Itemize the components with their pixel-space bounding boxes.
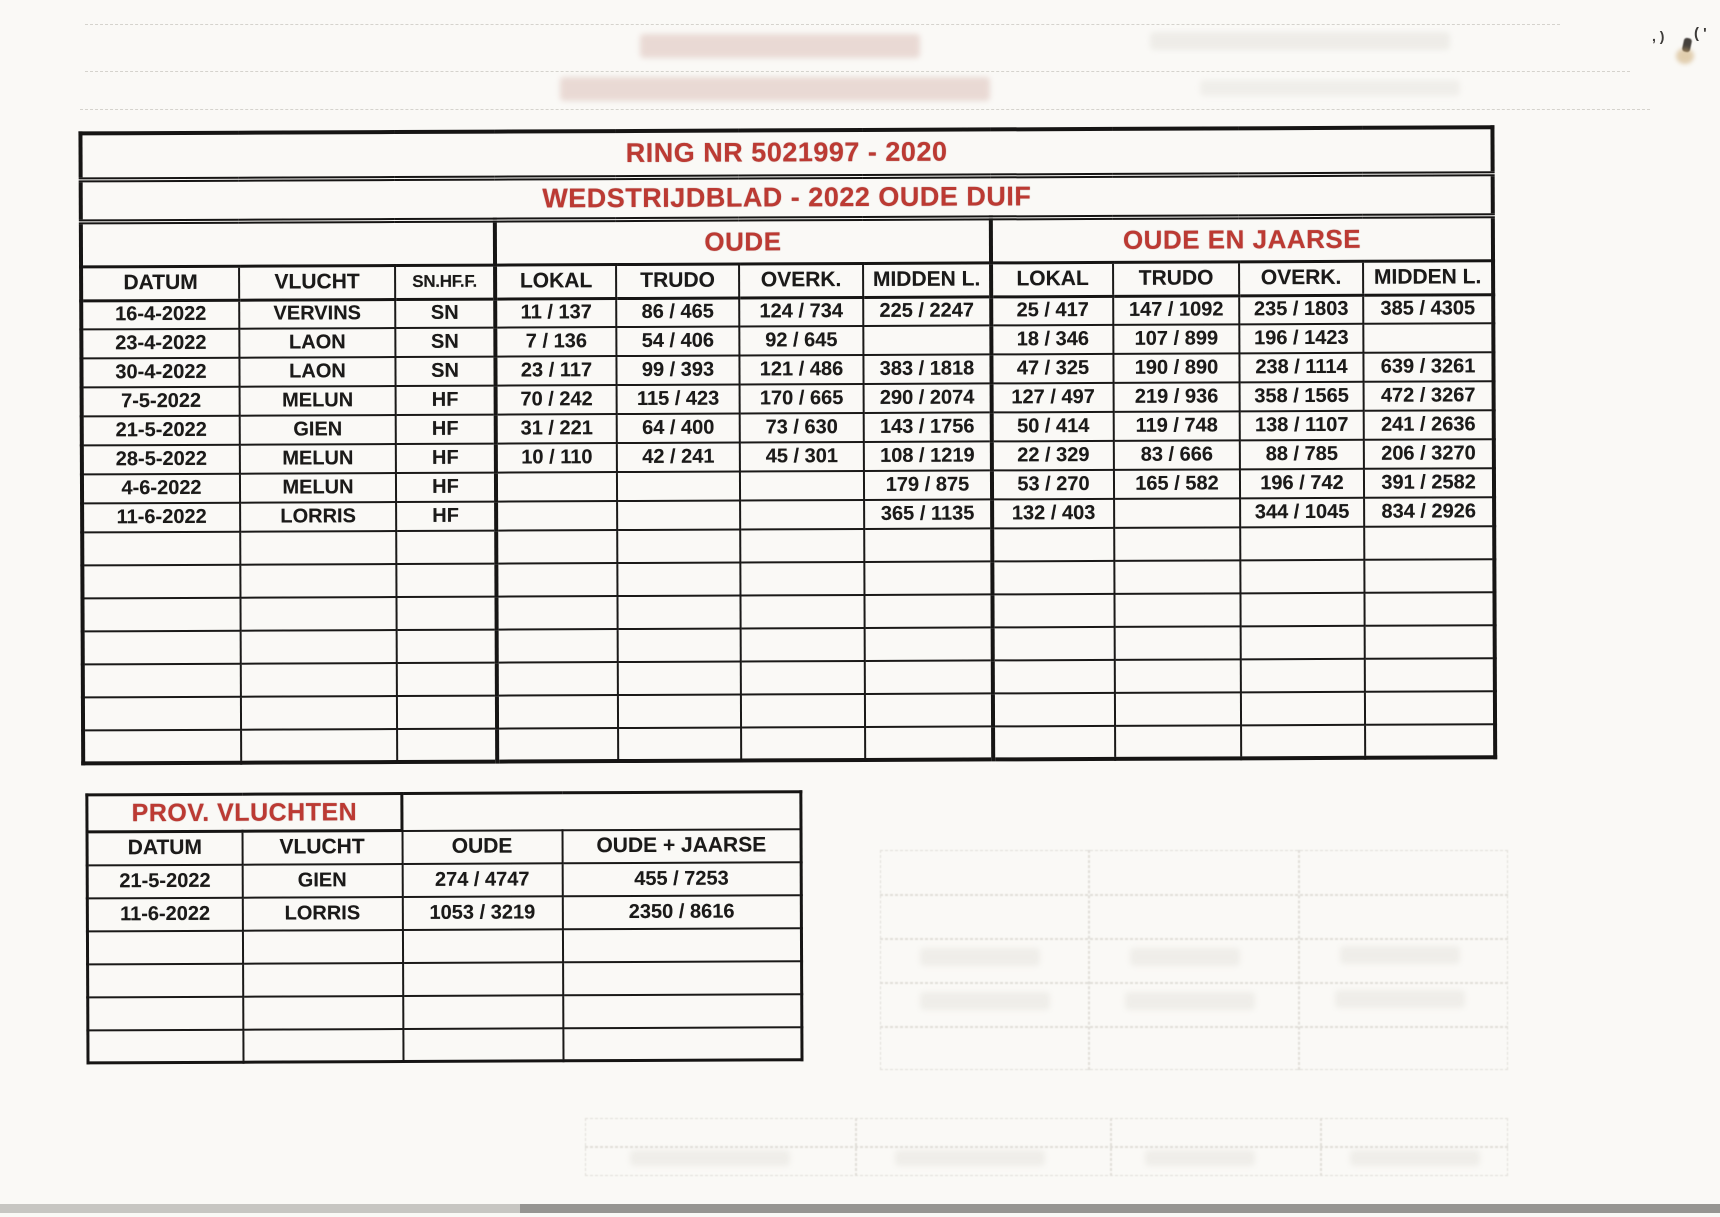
empty-cell — [397, 663, 497, 696]
empty-cell — [563, 961, 802, 995]
empty-cell — [1115, 626, 1241, 660]
empty-cell — [497, 728, 618, 762]
cell: 121 / 486 — [739, 355, 863, 385]
empty-cell — [242, 930, 402, 964]
prov-title-row — [87, 792, 801, 832]
cell: 119 / 748 — [1114, 411, 1240, 441]
cell: 127 / 497 — [992, 383, 1114, 413]
cell: 31 / 221 — [496, 414, 617, 444]
empty-cell — [993, 693, 1115, 727]
empty-cell — [740, 529, 864, 563]
empty-cell — [741, 628, 865, 662]
cell: 2350 / 8616 — [562, 895, 801, 929]
cell: GIEN — [240, 415, 396, 445]
empty-cell — [241, 663, 397, 697]
cell: 385 / 4305 — [1363, 294, 1493, 324]
cell — [496, 472, 617, 502]
empty-cell — [993, 627, 1115, 661]
empty-table-row — [88, 994, 802, 1030]
cell: 147 / 1092 — [1113, 295, 1239, 325]
cell: 7 / 136 — [495, 327, 616, 357]
empty-cell — [403, 962, 563, 996]
cell: 83 / 666 — [1114, 440, 1240, 470]
empty-table-row — [87, 928, 801, 964]
empty-cell — [403, 995, 563, 1029]
cell: 86 / 465 — [616, 298, 739, 328]
cell — [863, 325, 991, 355]
empty-cell — [88, 1029, 243, 1063]
cell: 206 / 3270 — [1364, 439, 1494, 469]
pen-mark: ( ' — [1694, 25, 1707, 42]
cell: LORRIS — [240, 502, 396, 532]
empty-table-row — [88, 961, 802, 997]
cell: 391 / 2582 — [1364, 468, 1494, 498]
empty-cell — [240, 597, 396, 631]
table-subtitle-row — [81, 173, 1493, 221]
cell — [740, 500, 864, 530]
cell: 108 / 1219 — [864, 441, 992, 471]
empty-cell — [82, 598, 240, 632]
cell: 196 / 1423 — [1239, 324, 1363, 354]
empty-cell — [1364, 592, 1494, 626]
empty-cell — [396, 597, 496, 630]
empty-cell — [992, 528, 1114, 562]
empty-cell — [1240, 560, 1364, 594]
cell: 219 / 936 — [1114, 382, 1240, 412]
cell: 88 / 785 — [1240, 440, 1364, 470]
cell: 115 / 423 — [617, 385, 740, 415]
cell: 235 / 1803 — [1239, 295, 1363, 325]
empty-cell — [1241, 659, 1365, 693]
empty-cell — [1115, 725, 1241, 759]
empty-cell — [1364, 526, 1494, 560]
empty-cell — [1365, 658, 1495, 692]
cell: 344 / 1045 — [1240, 498, 1364, 528]
cell: 73 / 630 — [740, 413, 864, 443]
empty-cell — [1365, 724, 1495, 758]
empty-cell — [864, 528, 992, 562]
column-header: SN.HF.F. — [395, 265, 495, 299]
cell: 241 / 2636 — [1364, 410, 1494, 440]
cell: 639 / 3261 — [1363, 352, 1493, 382]
cell: 138 / 1107 — [1240, 411, 1364, 441]
cell: 50 / 414 — [992, 412, 1114, 442]
table-row — [87, 862, 801, 898]
cell: 23 / 117 — [495, 356, 616, 386]
cell: HF — [396, 415, 496, 444]
cell: MELUN — [240, 386, 396, 416]
cell: HF — [396, 386, 496, 415]
cell: 274 / 4747 — [402, 863, 562, 897]
cell: 190 / 890 — [1113, 353, 1239, 383]
cell: 143 / 1756 — [864, 412, 992, 442]
cell: 45 / 301 — [740, 442, 864, 472]
empty-cell — [82, 565, 240, 599]
column-header: OUDE + JAARSE — [562, 829, 801, 863]
cell — [496, 501, 617, 531]
cell: 365 / 1135 — [864, 499, 992, 529]
cell: 834 / 2926 — [1364, 497, 1494, 527]
empty-cell — [241, 729, 397, 763]
cell: 42 / 241 — [617, 443, 740, 473]
empty-cell — [1365, 625, 1495, 659]
spacer-cell — [402, 792, 801, 831]
empty-cell — [865, 693, 993, 727]
empty-cell — [83, 730, 241, 764]
empty-cell — [87, 930, 242, 964]
column-header: OVERK. — [1239, 261, 1363, 296]
cell: 179 / 875 — [864, 470, 992, 500]
cell: 54 / 406 — [616, 327, 739, 357]
cell: 455 / 7253 — [562, 862, 801, 896]
empty-cell — [618, 728, 741, 762]
empty-cell — [993, 726, 1115, 760]
cell: 165 / 582 — [1114, 469, 1240, 499]
cell: LORRIS — [242, 897, 402, 931]
empty-cell — [243, 1028, 403, 1062]
empty-cell — [241, 696, 397, 730]
cell: 28-5-2022 — [82, 445, 240, 475]
empty-cell — [1114, 560, 1240, 594]
ring-number-title: RING NR 5021997 - 2020 — [80, 127, 1492, 179]
column-header: DATUM — [81, 266, 239, 301]
empty-cell — [241, 630, 397, 664]
cell — [1114, 498, 1240, 528]
cell: 92 / 645 — [739, 326, 863, 356]
empty-cell — [1240, 593, 1364, 627]
prov-vluchten-title: PROV. VLUCHTEN — [87, 794, 402, 832]
empty-cell — [497, 695, 618, 729]
column-header: VLUCHT — [239, 265, 395, 300]
cell: MELUN — [240, 444, 396, 474]
cell: 7-5-2022 — [82, 387, 240, 417]
empty-cell — [82, 532, 240, 566]
empty-table-row — [88, 1027, 802, 1063]
cell: 22 / 329 — [992, 441, 1114, 471]
cell: 238 / 1114 — [1239, 353, 1363, 383]
empty-cell — [88, 963, 243, 997]
column-header: VLUCHT — [242, 831, 402, 865]
cell: SN — [395, 328, 495, 357]
empty-cell — [496, 530, 617, 564]
column-header: TRUDO — [616, 264, 739, 299]
empty-cell — [864, 594, 992, 628]
empty-cell — [563, 994, 802, 1028]
cell: 11 / 137 — [495, 298, 616, 328]
empty-cell — [740, 595, 864, 629]
cell: HF — [396, 473, 496, 502]
cell: 358 / 1565 — [1240, 382, 1364, 412]
spacer-cell — [81, 220, 495, 267]
empty-cell — [865, 627, 993, 661]
empty-cell — [617, 563, 740, 597]
cell: 107 / 899 — [1113, 324, 1239, 354]
empty-cell — [864, 561, 992, 595]
column-header: LOKAL — [495, 264, 616, 299]
empty-cell — [741, 694, 865, 728]
cell: LAON — [239, 328, 395, 358]
empty-cell — [243, 963, 403, 997]
cell: SN — [395, 299, 495, 328]
empty-cell — [1241, 626, 1365, 660]
cell — [1363, 323, 1493, 353]
empty-cell — [396, 531, 496, 564]
cell: MELUN — [240, 473, 396, 503]
table-row — [87, 895, 801, 931]
group-header-oude: OUDE — [495, 217, 991, 264]
empty-cell — [497, 662, 618, 696]
empty-cell — [396, 564, 496, 597]
empty-cell — [740, 562, 864, 596]
cell: GIEN — [242, 864, 402, 898]
empty-cell — [243, 996, 403, 1030]
empty-cell — [618, 695, 741, 729]
column-header: OUDE — [402, 830, 562, 864]
empty-cell — [1115, 659, 1241, 693]
prov-vluchten-table — [85, 790, 803, 1064]
cell: 132 / 403 — [992, 499, 1114, 529]
column-header-row — [87, 829, 801, 865]
cell: 25 / 417 — [991, 296, 1113, 326]
cell: 290 / 2074 — [864, 383, 992, 413]
empty-cell — [397, 729, 497, 762]
empty-cell — [617, 596, 740, 630]
cell: 170 / 665 — [740, 384, 864, 414]
empty-cell — [865, 726, 993, 760]
empty-cell — [741, 727, 865, 761]
column-header: LOKAL — [991, 262, 1113, 297]
empty-cell — [563, 1027, 802, 1061]
cell: 70 / 242 — [496, 385, 617, 415]
group-header-oude-en-jaarse: OUDE EN JAARSE — [991, 215, 1493, 262]
empty-cell — [403, 1028, 563, 1062]
cell: VERVINS — [239, 299, 395, 329]
cell: 53 / 270 — [992, 470, 1114, 500]
empty-cell — [1241, 725, 1365, 759]
empty-cell — [1240, 527, 1364, 561]
empty-cell — [83, 697, 241, 731]
cell: 4-6-2022 — [82, 474, 240, 504]
cell: 1053 / 3219 — [402, 896, 562, 930]
cell: 225 / 2247 — [863, 296, 991, 326]
empty-cell — [88, 996, 243, 1030]
empty-cell — [83, 664, 241, 698]
empty-cell — [1365, 691, 1495, 725]
empty-cell — [1115, 692, 1241, 726]
empty-cell — [617, 530, 740, 564]
column-header: TRUDO — [1113, 261, 1239, 296]
column-header: DATUM — [87, 831, 242, 865]
column-header: MIDDEN L. — [1363, 260, 1493, 295]
empty-table-row — [83, 724, 1495, 763]
cell: HF — [396, 444, 496, 473]
empty-cell — [397, 630, 497, 663]
cell: 124 / 734 — [739, 297, 863, 327]
empty-cell — [240, 531, 396, 565]
empty-cell — [618, 662, 741, 696]
cell: 64 / 400 — [617, 414, 740, 444]
cell: 10 / 110 — [496, 443, 617, 473]
empty-cell — [496, 563, 617, 597]
cell — [740, 471, 864, 501]
empty-cell — [993, 660, 1115, 694]
cell: 383 / 1818 — [863, 354, 991, 384]
cell: 16-4-2022 — [81, 300, 239, 330]
empty-cell — [992, 561, 1114, 595]
cell: 23-4-2022 — [81, 329, 239, 359]
empty-cell — [496, 596, 617, 630]
cell — [617, 472, 740, 502]
empty-cell — [865, 660, 993, 694]
cell: 472 / 3267 — [1364, 381, 1494, 411]
cell: 21-5-2022 — [82, 416, 240, 446]
cell: 11-6-2022 — [82, 503, 240, 533]
pen-mark: , ) — [1652, 28, 1665, 44]
cell: 47 / 325 — [991, 354, 1113, 384]
empty-cell — [83, 631, 241, 665]
cell: 196 / 742 — [1240, 469, 1364, 499]
cell: 30-4-2022 — [81, 358, 239, 388]
group-header-row — [81, 215, 1493, 266]
empty-cell — [1364, 559, 1494, 593]
empty-cell — [992, 594, 1114, 628]
empty-cell — [1114, 527, 1240, 561]
empty-cell — [497, 629, 618, 663]
cell: 11-6-2022 — [87, 897, 242, 931]
empty-cell — [741, 661, 865, 695]
empty-cell — [562, 928, 801, 962]
column-header: OVERK. — [739, 263, 863, 298]
wedstrijdblad-title: WEDSTRIJDBLAD - 2022 OUDE DUIF — [81, 173, 1493, 221]
empty-cell — [402, 929, 562, 963]
cell — [617, 501, 740, 531]
main-results-table — [78, 125, 1497, 765]
column-header: MIDDEN L. — [863, 262, 991, 297]
empty-cell — [397, 696, 497, 729]
cell: LAON — [239, 357, 395, 387]
cell: 21-5-2022 — [87, 864, 242, 898]
table-title-row — [80, 127, 1492, 179]
cell: SN — [395, 357, 495, 386]
cell: 18 / 346 — [991, 325, 1113, 355]
cell: 99 / 393 — [616, 356, 739, 386]
empty-cell — [240, 564, 396, 598]
empty-cell — [618, 629, 741, 663]
empty-cell — [1114, 593, 1240, 627]
empty-cell — [1241, 692, 1365, 726]
cell: HF — [396, 502, 496, 531]
